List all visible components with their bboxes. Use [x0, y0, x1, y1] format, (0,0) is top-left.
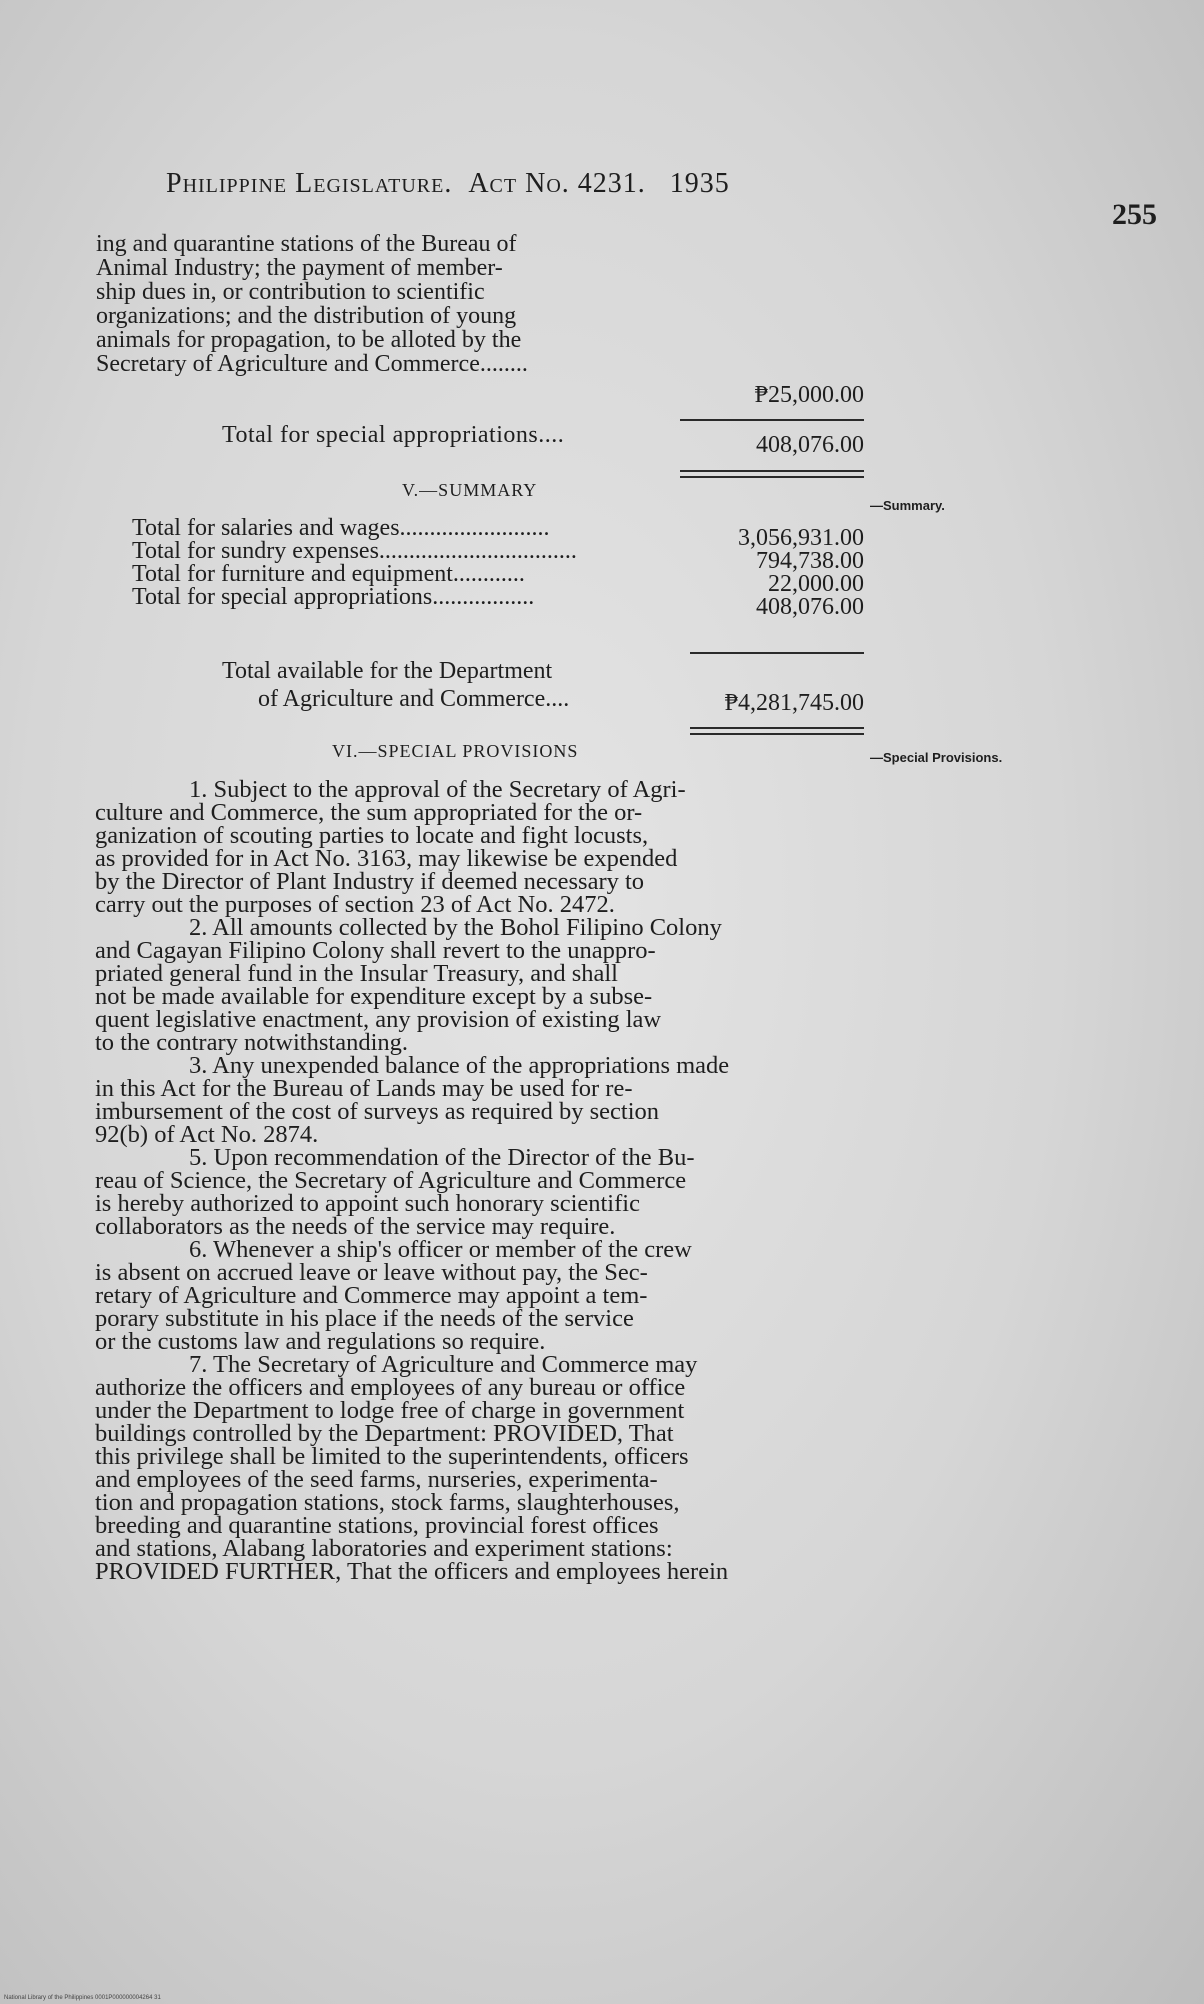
summary-row-label: Total for special appropriations.................: [132, 584, 535, 610]
scan-footer: National Library of the Philippines 0001P000000004264 31: [4, 1995, 161, 2001]
provision-line: and Cagayan Filipino Colony shall revert to the unappro-: [95, 937, 656, 964]
provisions-body: [95, 778, 865, 1583]
grand-total-amount: ₱4,281,745.00: [724, 690, 864, 716]
provision-line: this privilege shall be limited to the superintendents, officers: [95, 1443, 689, 1470]
intro-line: ship dues in, or contribution to scientific: [96, 279, 485, 305]
provision-line: ganization of scouting parties to locate and fight locusts,: [95, 822, 649, 849]
provision-line: and employees of the seed farms, nurseries, experimenta-: [95, 1466, 658, 1493]
summary-row-label: Total for sundry expenses.................................: [132, 538, 577, 564]
provision-line: as provided for in Act No. 3163, may likewise be expended: [95, 845, 678, 872]
grand-total-line: Total available for the Department: [222, 658, 553, 684]
summary-row-amount: 3,056,931.00: [738, 525, 864, 551]
rule: [690, 652, 864, 654]
intro-amount: ₱25,000.00: [754, 382, 864, 408]
provision-paragraph: [95, 778, 865, 916]
double-rule: [680, 470, 864, 478]
provision-line: 1. Subject to the approval of the Secretary of Agri-: [189, 776, 686, 803]
grand-total-line: of Agriculture and Commerce....: [258, 686, 570, 712]
provision-line: 5. Upon recommendation of the Director of the Bu-: [189, 1144, 695, 1171]
provision-line: and stations, Alabang laboratories and experiment stations:: [95, 1535, 673, 1562]
provision-line: 7. The Secretary of Agriculture and Commerce may: [189, 1351, 698, 1378]
summary-row-amount: 22,000.00: [768, 571, 864, 597]
provision-line: culture and Commerce, the sum appropriated for the or-: [95, 799, 643, 826]
intro-line: organizations; and the distribution of young: [96, 303, 517, 329]
header-title: Philippine Legislature.: [166, 168, 453, 199]
provision-line: under the Department to lodge free of charge in government: [95, 1397, 685, 1424]
provision-line: PROVIDED FURTHER, That the officers and employees herein: [95, 1558, 729, 1585]
provision-line: collaborators as the needs of the service may require.: [95, 1213, 616, 1240]
intro-text: [96, 232, 696, 376]
special-provisions-margin-note: —Special Provisions.: [870, 750, 1003, 765]
provision-line: imbursement of the cost of surveys as required by section: [95, 1098, 660, 1125]
special-provisions-heading: VI.—SPECIAL PROVISIONS: [332, 741, 579, 761]
page-number: 255: [1112, 198, 1157, 231]
intro-line: Animal Industry; the payment of member-: [96, 255, 503, 281]
summary-row-label: Total for furniture and equipment............: [132, 561, 525, 587]
provision-line: to the contrary notwithstanding.: [95, 1029, 408, 1056]
provision-paragraph: [95, 1054, 865, 1146]
summary-row-amount: 794,738.00: [756, 548, 864, 574]
header-act: Act No. 4231.: [468, 168, 646, 199]
provision-paragraph: [95, 1353, 865, 1583]
provision-line: 6. Whenever a ship's officer or member of the crew: [189, 1236, 692, 1263]
provision-line: authorize the officers and employees of any bureau or office: [95, 1374, 686, 1401]
provision-line: reau of Science, the Secretary of Agriculture and Commerce: [95, 1167, 687, 1194]
summary-heading: V.—SUMMARY: [402, 480, 538, 500]
provision-line: by the Director of Plant Industry if deemed necessary to: [95, 868, 645, 895]
provision-paragraph: [95, 1238, 865, 1353]
special-total-label: Total for special appropriations....: [222, 422, 565, 448]
summary-margin-note: —Summary.: [870, 498, 945, 513]
provision-line: 92(b) of Act No. 2874.: [95, 1121, 319, 1148]
provision-line: tion and propagation stations, stock farms, slaughterhouses,: [95, 1489, 680, 1516]
provision-line: 3. Any unexpended balance of the appropriations made: [189, 1052, 730, 1079]
provision-line: or the customs law and regulations so require.: [95, 1328, 546, 1355]
rule: [680, 419, 864, 421]
provision-line: not be made available for expenditure except by a subse-: [95, 983, 653, 1010]
header-year: 1935: [669, 168, 730, 199]
provision-paragraph: [95, 916, 865, 1054]
summary-row-amount: 408,076.00: [756, 594, 864, 620]
summary-row-label: Total for salaries and wages.........................: [132, 515, 550, 541]
running-header: [166, 168, 730, 200]
grand-total-label: [222, 657, 569, 713]
provision-line: is hereby authorized to appoint such honorary scientific: [95, 1190, 640, 1217]
provision-line: is absent on accrued leave or leave without pay, the Sec-: [95, 1259, 648, 1286]
provision-line: buildings controlled by the Department: PROVIDED, That: [95, 1420, 674, 1447]
provision-line: quent legislative enactment, any provision of existing law: [95, 1006, 662, 1033]
summary-labels: [132, 517, 577, 609]
provision-line: in this Act for the Bureau of Lands may be used for re-: [95, 1075, 633, 1102]
special-total-amount: 408,076.00: [756, 432, 864, 458]
double-rule: [690, 727, 864, 735]
provision-line: carry out the purposes of section 23 of Act No. 2472.: [95, 891, 615, 918]
intro-line: animals for propagation, to be alloted by the: [96, 327, 522, 353]
provision-line: breeding and quarantine stations, provincial forest offices: [95, 1512, 659, 1539]
intro-line: ing and quarantine stations of the Bureau of: [96, 231, 517, 257]
provision-line: retary of Agriculture and Commerce may appoint a tem-: [95, 1282, 648, 1309]
provision-line: porary substitute in his place if the needs of the service: [95, 1305, 634, 1332]
summary-amounts: [664, 527, 864, 619]
intro-line: Secretary of Agriculture and Commerce........: [96, 351, 528, 377]
provision-line: priated general fund in the Insular Treasury, and shall: [95, 960, 618, 987]
provision-paragraph: [95, 1146, 865, 1238]
provision-line: 2. All amounts collected by the Bohol Filipino Colony: [189, 914, 722, 941]
